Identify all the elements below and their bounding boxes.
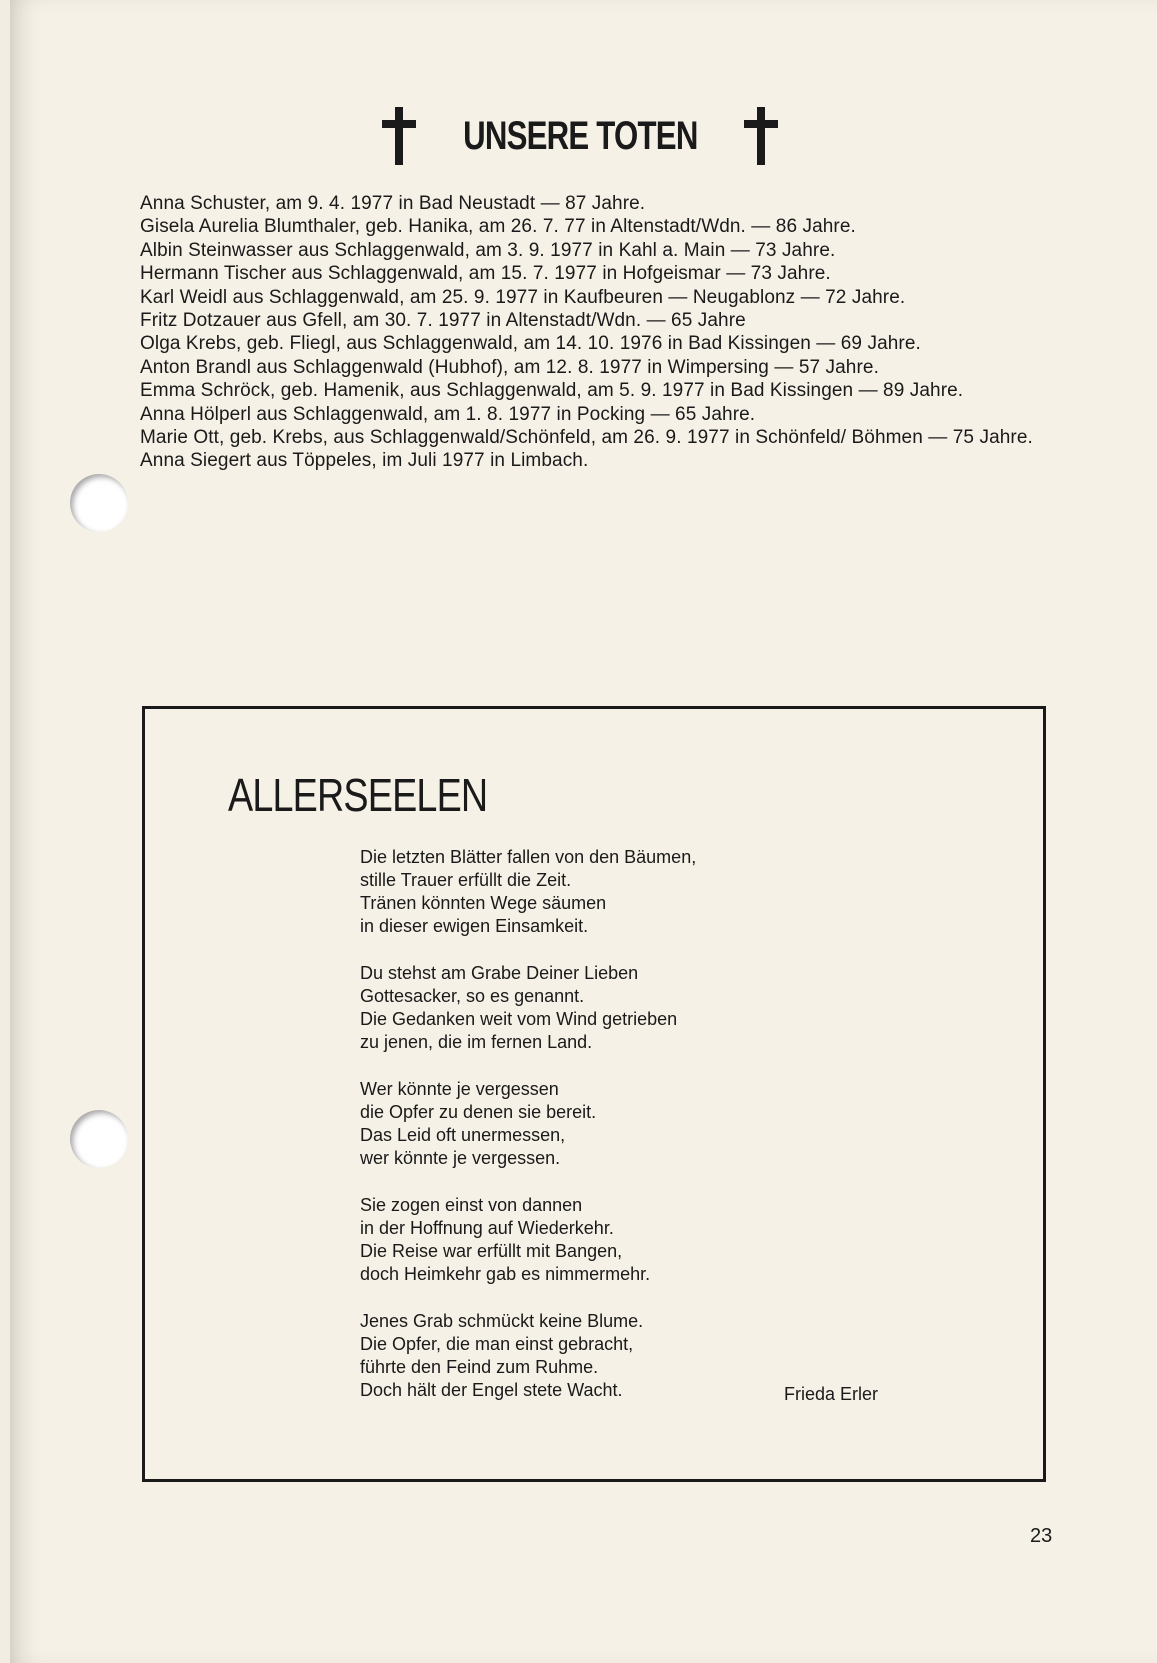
obituary-entry: Marie Ott, geb. Krebs, aus Schlaggenwald/Schönfeld, am 26. 9. 1977 in Schönfeld/ Böhmen — 75 Jahre.: [140, 427, 1033, 449]
poem-line: in der Hoffnung auf Wiederkehr.: [360, 1218, 614, 1238]
obituary-entry: Anna Siegert aus Töppeles, im Juli 1977 in Limbach.: [140, 450, 589, 472]
poem-line: Jenes Grab schmückt keine Blume.: [360, 1311, 644, 1331]
poem-stanza: [360, 1194, 880, 1286]
obituary-entry: Olga Krebs, geb. Fliegl, aus Schlaggenwald, am 14. 10. 1976 in Bad Kissingen — 69 Jahre.: [140, 333, 921, 355]
poem-line: führte den Feind zum Ruhme.: [360, 1357, 599, 1377]
poem-title: ALLERSEELEN: [228, 769, 488, 821]
obituary-entry: Emma Schröck, geb. Hamenik, aus Schlaggenwald, am 5. 9. 1977 in Bad Kissingen — 89 Jahre.: [140, 380, 964, 402]
cross-icon: [382, 107, 416, 165]
poem-line: Sie zogen einst von dannen: [360, 1195, 583, 1215]
poem-author: Frieda Erler: [784, 1384, 879, 1404]
section-header: [380, 104, 780, 168]
poem-line: Die Opfer, die man einst gebracht,: [360, 1334, 634, 1354]
poem-line: die Opfer zu denen sie bereit.: [360, 1102, 597, 1122]
poem-line: in dieser ewigen Einsamkeit.: [360, 916, 589, 936]
poem-line: Die letzten Blätter fallen von den Bäumen,: [360, 847, 697, 867]
obituary-entry: Anton Brandl aus Schlaggenwald (Hubhof), am 12. 8. 1977 in Wimpersing — 57 Jahre.: [140, 356, 879, 378]
obituary-entry: Anna Schuster, am 9. 4. 1977 in Bad Neustadt — 87 Jahre.: [140, 193, 646, 214]
section-title: UNSERE TOTEN: [462, 113, 698, 158]
poem-line: Die Gedanken weit vom Wind getrieben: [360, 1009, 678, 1029]
poem-line: zu jenen, die im fernen Land.: [360, 1032, 593, 1052]
obituary-entry: Albin Steinwasser aus Schlaggenwald, am 3. 9. 1977 in Kahl a. Main — 73 Jahre.: [140, 239, 836, 261]
obituary-list: [140, 192, 1070, 473]
poem-stanza: [360, 846, 880, 938]
page-number: 23: [1030, 1525, 1053, 1547]
poem-line: Du stehst am Grabe Deiner Lieben: [360, 963, 639, 983]
poem-line: doch Heimkehr gab es nimmermehr.: [360, 1264, 651, 1284]
punch-hole: [70, 1110, 128, 1168]
obituary-entry: Anna Hölperl aus Schlaggenwald, am 1. 8. 1977 in Pocking — 65 Jahre.: [140, 403, 756, 425]
poem-stanza: [360, 962, 880, 1054]
obituary-entry: Fritz Dotzauer aus Gfell, am 30. 7. 1977 in Altenstadt/Wdn. — 65 Jahre: [140, 310, 746, 332]
poem-line: Wer könnte je vergessen: [360, 1079, 559, 1099]
poem-line: wer könnte je vergessen.: [360, 1148, 561, 1168]
poem-line: Tränen könnten Wege säumen: [360, 893, 607, 913]
obituary-entry: Karl Weidl aus Schlaggenwald, am 25. 9. 1977 in Kaufbeuren — Neugablonz — 72 Jahre.: [140, 286, 906, 308]
poem-stanza: [360, 1078, 880, 1170]
obituary-entry: Hermann Tischer aus Schlaggenwald, am 15. 7. 1977 in Hofgeismar — 73 Jahre.: [140, 263, 831, 285]
poem-line: Gottesacker, so es genannt.: [360, 986, 585, 1006]
poem-line: Die Reise war erfüllt mit Bangen,: [360, 1241, 623, 1261]
poem-line: Das Leid oft unermessen,: [360, 1125, 566, 1145]
obituary-entry: Gisela Aurelia Blumthaler, geb. Hanika, am 26. 7. 77 in Altenstadt/Wdn. — 86 Jahre.: [140, 216, 856, 238]
cross-icon: [744, 107, 778, 165]
poem-text: [360, 846, 880, 1426]
poem-line: Doch hält der Engel stete Wacht.: [360, 1380, 623, 1400]
poem-line: stille Trauer erfüllt die Zeit.: [360, 870, 572, 890]
punch-hole: [70, 474, 128, 532]
